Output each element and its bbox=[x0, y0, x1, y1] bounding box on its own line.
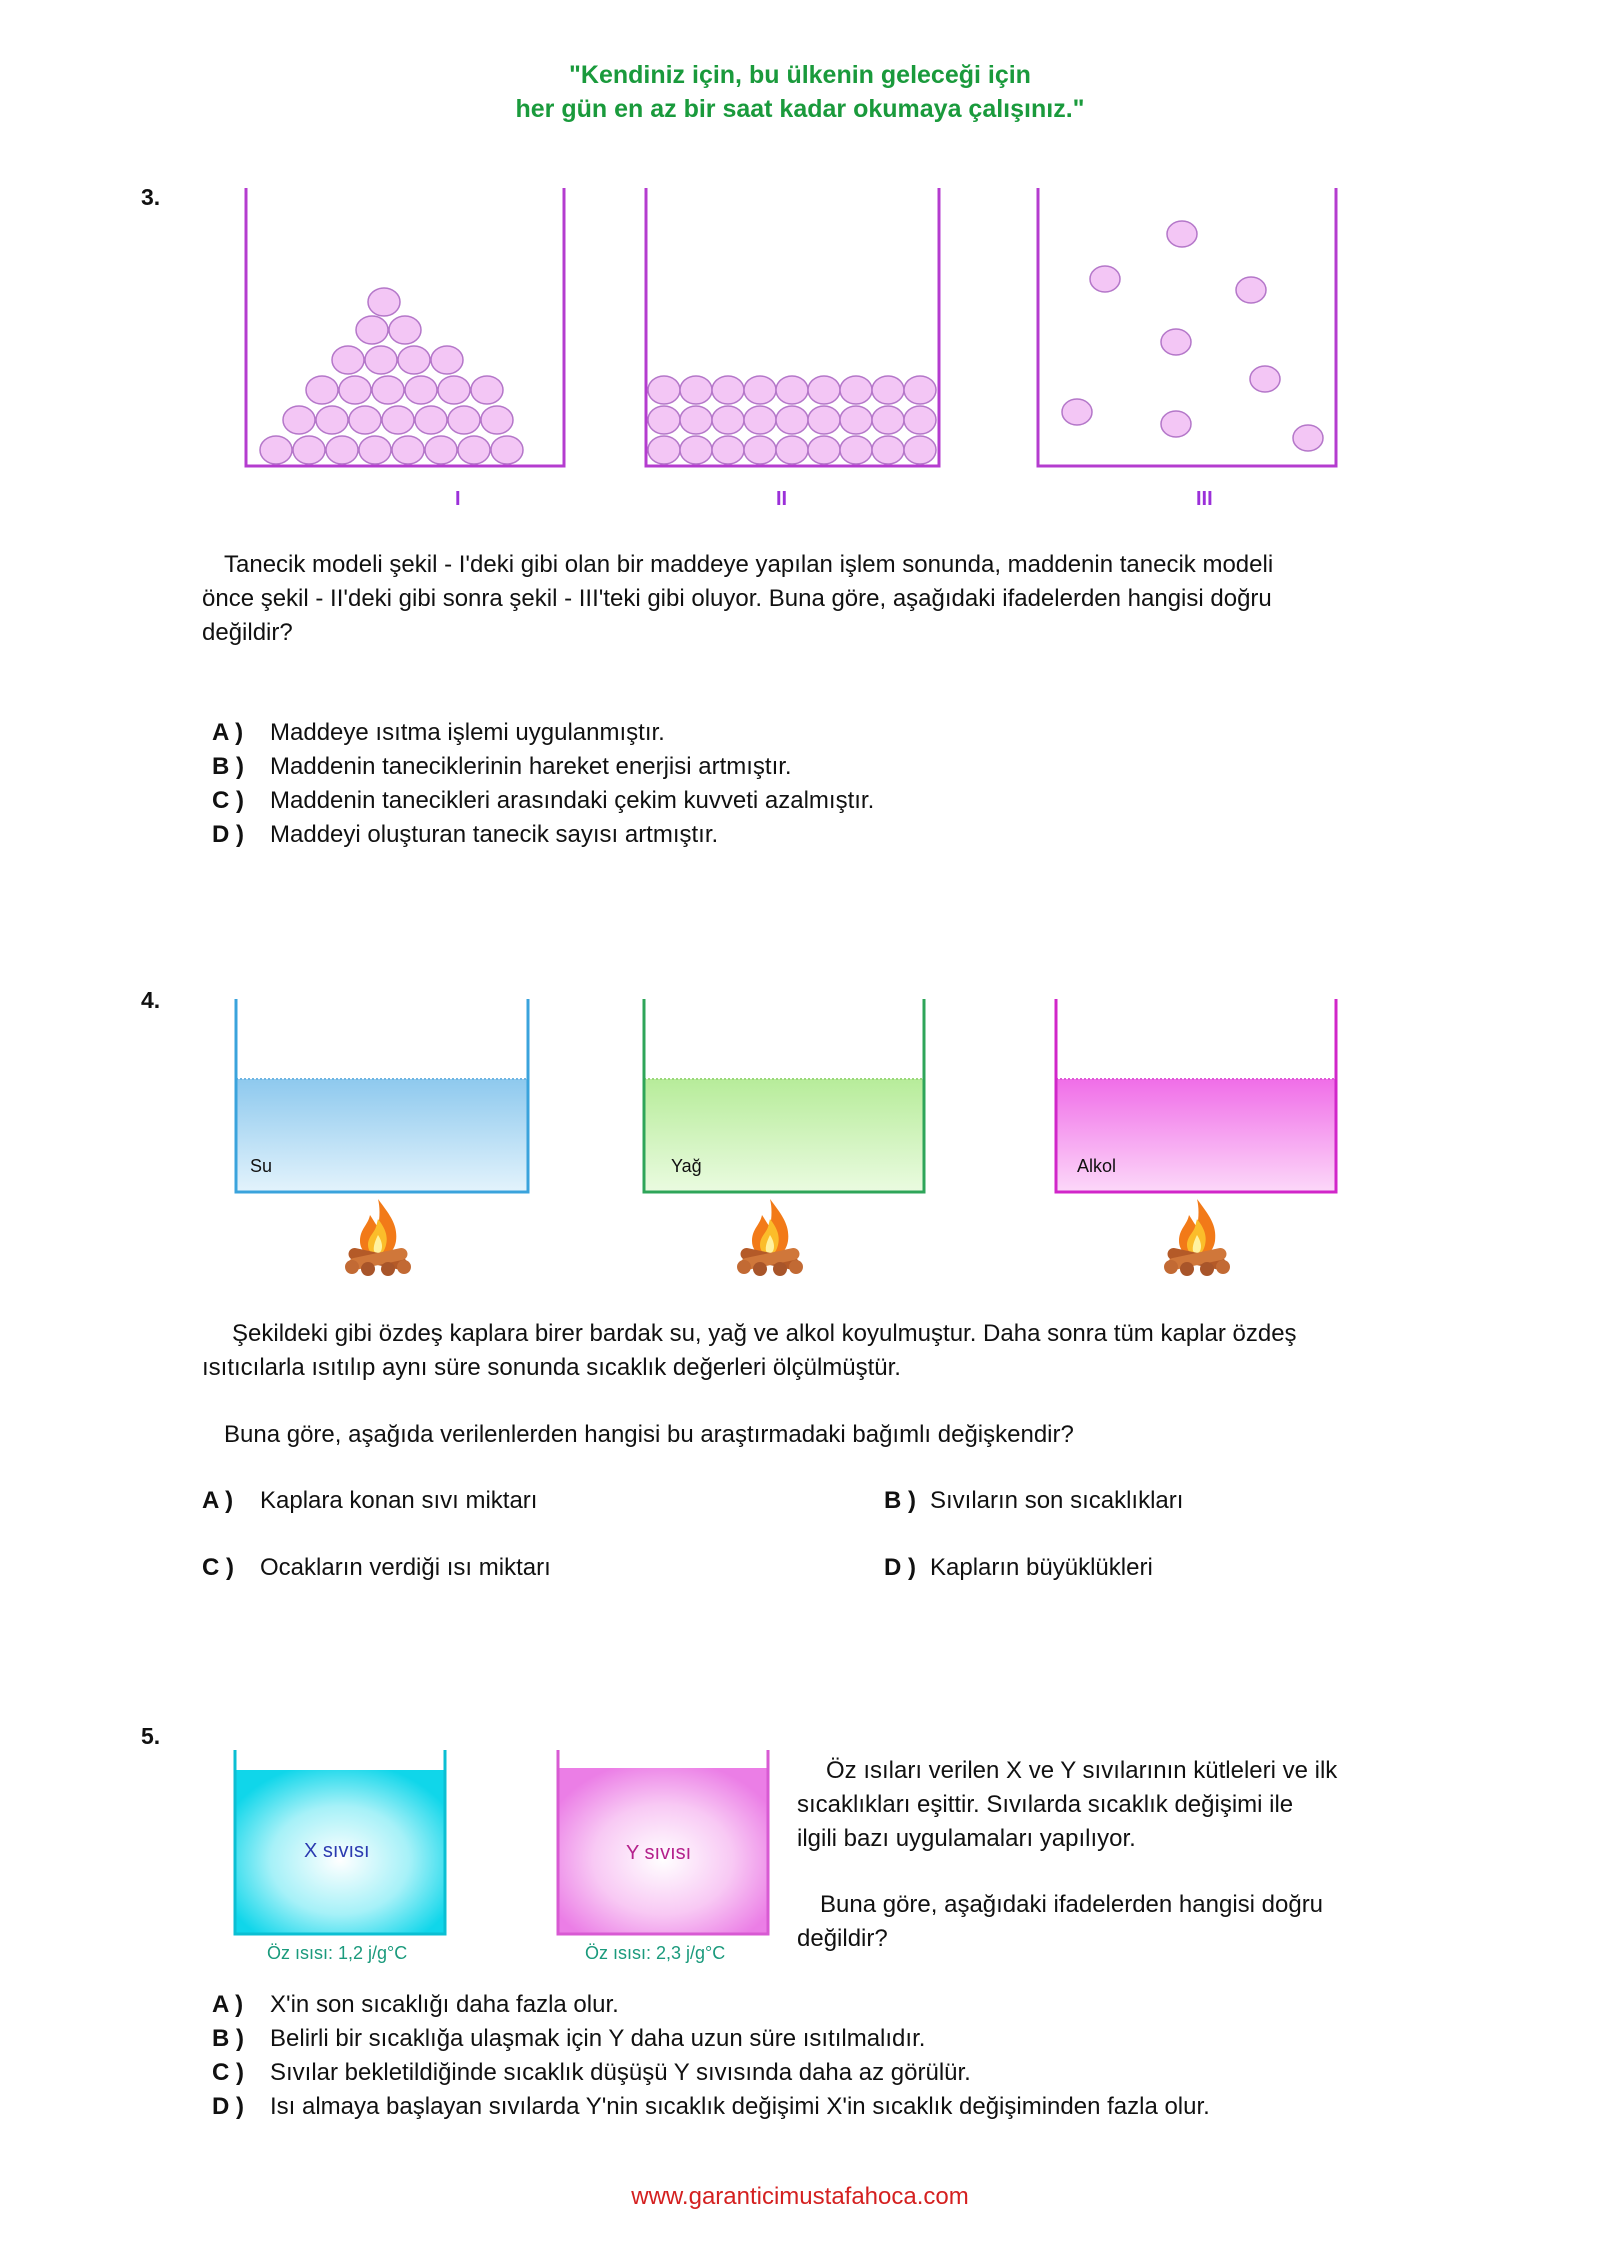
liquid-y-label: Y sıvısı bbox=[626, 1842, 692, 1864]
question-3-option-d[interactable]: D ) Maddeyi oluşturan tanecik sayısı artmıştır. bbox=[212, 821, 719, 848]
particle bbox=[415, 406, 447, 434]
particle bbox=[332, 346, 364, 374]
particle bbox=[316, 406, 348, 434]
particle bbox=[840, 406, 872, 434]
particle bbox=[491, 436, 523, 464]
particle bbox=[648, 376, 680, 404]
particle bbox=[382, 406, 414, 434]
particle bbox=[872, 376, 904, 404]
question-5-stem-line-1: Öz ısıları verilen X ve Y sıvılarının kütleleri ve ilk bbox=[826, 1757, 1338, 1784]
particle bbox=[840, 436, 872, 464]
liquid-y-specific-heat: Öz ısısı: 2,3 j/g°C bbox=[585, 1943, 726, 1963]
beaker-label-water: Su bbox=[250, 1156, 273, 1176]
particle bbox=[904, 436, 936, 464]
particle bbox=[471, 376, 503, 404]
particle bbox=[808, 376, 840, 404]
question-5-option-b[interactable]: B ) Belirli bir sıcaklığa ulaşmak için Y daha uzun süre ısıtılmalıdır. bbox=[212, 2025, 926, 2052]
particle bbox=[680, 436, 712, 464]
particle bbox=[904, 376, 936, 404]
question-5-stem-line-3: ilgili bazı uygulamaları yapılıyor. bbox=[797, 1825, 1136, 1852]
particle bbox=[431, 346, 463, 374]
footer-website-link[interactable]: www.garanticimustafahoca.com bbox=[631, 2183, 969, 2210]
particle bbox=[481, 406, 513, 434]
particle bbox=[680, 406, 712, 434]
particle bbox=[398, 346, 430, 374]
particle bbox=[372, 376, 404, 404]
particle bbox=[293, 436, 325, 464]
campfire-icon bbox=[730, 1197, 810, 1277]
particle bbox=[776, 436, 808, 464]
particle bbox=[359, 436, 391, 464]
question-5-option-c[interactable]: C ) Sıvılar bekletildiğinde sıcaklık düşüşü Y sıvısında daha az görülür. bbox=[212, 2059, 971, 2086]
question-4-stem-line-2: ısıtıcılarla ısıtılıp aynı süre sonunda sıcaklık değerleri ölçülmüştür. bbox=[202, 1354, 901, 1381]
campfire-icon bbox=[338, 1197, 418, 1277]
question-5-option-d[interactable]: D ) Isı almaya başlayan sıvılarda Y'nin sıcaklık değişimi X'in sıcaklık değişiminden fazla olur. bbox=[212, 2093, 1210, 2120]
motto-line-2: her gün en az bir saat kadar okumaya çalışınız." bbox=[515, 95, 1085, 123]
question-5-question-line-1: Buna göre, aşağıdaki ifadelerden hangisi doğru bbox=[820, 1891, 1324, 1918]
question-3-stem-line-2: önce şekil - II'deki gibi sonra şekil - III'teki gibi oluyor. Buna göre, aşağıdaki ifadelerden hangisi doğru bbox=[202, 585, 1272, 612]
particle bbox=[405, 376, 437, 404]
particle bbox=[808, 436, 840, 464]
particle bbox=[448, 406, 480, 434]
particle bbox=[840, 376, 872, 404]
question-3-stem-line-1: Tanecik modeli şekil - I'deki gibi olan bir maddeye yapılan işlem sonunda, maddenin tanecik modeli bbox=[224, 551, 1274, 578]
particle bbox=[776, 406, 808, 434]
particle bbox=[872, 406, 904, 434]
particle bbox=[392, 436, 424, 464]
motto-line-1: "Kendiniz için, bu ülkenin geleceği için bbox=[569, 61, 1031, 89]
particle bbox=[306, 376, 338, 404]
campfire-icon bbox=[1157, 1197, 1237, 1277]
liquid-x-specific-heat: Öz ısısı: 1,2 j/g°C bbox=[267, 1943, 408, 1963]
question-4-option-c[interactable]: C ) Ocakların verdiği ısı miktarı bbox=[202, 1554, 551, 1581]
particle bbox=[904, 406, 936, 434]
particle-model-figure-3 bbox=[1032, 186, 1342, 471]
particle bbox=[744, 406, 776, 434]
question-4-stem-line-1: Şekildeki gibi özdeş kaplara birer bardak su, yağ ve alkol koyulmuştur. Daha sonra tüm kaplar özdeş bbox=[232, 1320, 1297, 1347]
question-4-option-a[interactable]: A ) Kaplara konan sıvı miktarı bbox=[202, 1487, 538, 1514]
question-3-number: 3. bbox=[141, 184, 161, 210]
particle bbox=[365, 346, 397, 374]
question-4-option-b[interactable]: B ) Sıvıların son sıcaklıkları bbox=[884, 1487, 1184, 1514]
question-5-question-line-2: değildir? bbox=[797, 1925, 888, 1952]
question-5-number: 5. bbox=[141, 1723, 161, 1749]
particle bbox=[260, 436, 292, 464]
particle-model-figure-1 bbox=[240, 186, 570, 471]
liquid-x-label: X sıvısı bbox=[304, 1840, 370, 1862]
particle bbox=[712, 406, 744, 434]
particle bbox=[712, 436, 744, 464]
particle bbox=[389, 316, 421, 344]
particle bbox=[438, 376, 470, 404]
question-5-stem-line-2: sıcaklıkları eşittir. Sıvılarda sıcaklık değişimi ile bbox=[797, 1791, 1294, 1818]
particle bbox=[425, 436, 457, 464]
particle bbox=[808, 406, 840, 434]
particle bbox=[648, 406, 680, 434]
particle bbox=[744, 376, 776, 404]
particle bbox=[648, 436, 680, 464]
particle-model-figure-2 bbox=[640, 186, 945, 471]
question-5-option-a[interactable]: A ) X'in son sıcaklığı daha fazla olur. bbox=[212, 1991, 619, 2018]
beaker-water bbox=[230, 997, 534, 1197]
figure-label-3: III bbox=[1196, 488, 1213, 510]
question-4-question: Buna göre, aşağıda verilenlerden hangisi bu araştırmadaki bağımlı değişkendir? bbox=[224, 1421, 1074, 1448]
particle bbox=[283, 406, 315, 434]
figure-label-2: II bbox=[776, 488, 788, 510]
particle bbox=[326, 436, 358, 464]
particle bbox=[712, 376, 744, 404]
particle bbox=[680, 376, 712, 404]
particle bbox=[368, 288, 400, 316]
question-3-option-c[interactable]: C ) Maddenin tanecikleri arasındaki çekim kuvveti azalmıştır. bbox=[212, 787, 875, 814]
particle bbox=[349, 406, 381, 434]
particle bbox=[744, 436, 776, 464]
particle bbox=[339, 376, 371, 404]
particle bbox=[458, 436, 490, 464]
question-3-option-b[interactable]: B ) Maddenin taneciklerinin hareket enerjisi artmıştır. bbox=[212, 753, 792, 780]
question-3-stem-line-3: değildir? bbox=[202, 619, 293, 646]
beaker-label-oil: Yağ bbox=[671, 1156, 702, 1176]
particle bbox=[356, 316, 388, 344]
figure-label-1: I bbox=[455, 488, 461, 510]
beaker-label-alcohol: Alkol bbox=[1077, 1156, 1117, 1176]
particle bbox=[776, 376, 808, 404]
question-4-option-d[interactable]: D ) Kapların büyüklükleri bbox=[884, 1554, 1153, 1581]
particle bbox=[872, 436, 904, 464]
question-4-number: 4. bbox=[141, 987, 161, 1013]
question-3-option-a[interactable]: A ) Maddeye ısıtma işlemi uygulanmıştır. bbox=[212, 719, 665, 746]
